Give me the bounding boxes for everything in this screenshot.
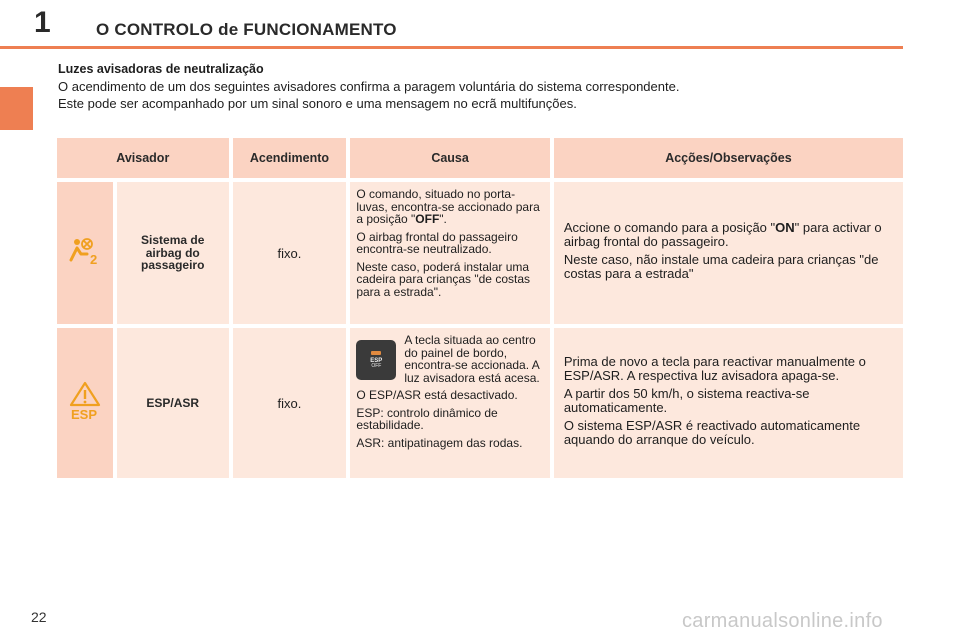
header-causa: Causa	[350, 138, 550, 178]
header-avisador: Avisador	[57, 138, 229, 178]
accoes-paragraph: O sistema ESP/ASR é reactivado automaticamente aquando do arranque do veículo.	[563, 418, 861, 447]
airbag-off-icon	[68, 236, 102, 271]
accoes-cell	[554, 328, 903, 478]
causa-paragraph: ASR: antipatinagem das rodas.	[356, 435, 523, 450]
esp-off-key-icon	[356, 340, 396, 380]
header-acendimento: Acendimento	[233, 138, 347, 178]
accoes-cell	[554, 182, 903, 324]
accoes-paragraph: A partir dos 50 km/h, o sistema reactiva-se automaticamente.	[563, 386, 810, 415]
system-name: Sistema de airbag do passageiro	[117, 182, 229, 324]
causa-paragraph: A tecla situada ao centro do painel de bordo, encontra-se accionada. A luz avisadora está acesa.	[404, 333, 540, 385]
esp-key-block	[356, 334, 544, 384]
acendimento-value: fixo.	[233, 328, 347, 478]
table-row	[57, 328, 903, 478]
causa-paragraph: O comando, situado no porta-luvas, encontra-se accionado para a posição "OFF".	[356, 187, 540, 226]
causa-paragraph: O airbag frontal do passageiro encontra-se neutralizado.	[356, 229, 518, 256]
causa-cell	[350, 182, 550, 324]
causa-paragraph: ESP: controlo dinâmico de estabilidade.	[356, 405, 498, 432]
esp-warning-icon	[68, 381, 102, 426]
causa-paragraph: O ESP/ASR está desactivado.	[356, 388, 518, 402]
watermark: carmanualsonline.info	[682, 610, 883, 632]
intro-section	[58, 61, 918, 112]
header-rule	[0, 46, 903, 49]
section-heading: Luzes avisadoras de neutralização	[58, 62, 264, 76]
chapter-title: O CONTROLO de FUNCIONAMENTO	[96, 20, 397, 39]
intro-line-2: Este pode ser acompanhado por um sinal sonoro e uma mensagem no ecrã multifunções.	[58, 96, 577, 111]
icon-cell	[57, 328, 113, 478]
page-number: 22	[31, 609, 47, 625]
on-label: ON	[775, 220, 795, 235]
svg-text:ESP: ESP	[70, 406, 97, 421]
causa-cell	[350, 328, 550, 478]
warning-lights-table	[57, 138, 903, 482]
accoes-paragraph: Neste caso, não instale uma cadeira para crianças "de costas para a estrada"	[563, 252, 879, 281]
table-row	[57, 182, 903, 324]
key-lamp	[371, 351, 381, 355]
accoes-paragraph: Accione o comando para a posição "ON" para activar o airbag frontal do passageiro.	[563, 220, 882, 249]
icon-cell	[57, 182, 113, 324]
svg-text:2: 2	[89, 251, 98, 266]
header-accoes: Acções/Observações	[554, 138, 903, 178]
accoes-paragraph: Prima de novo a tecla para reactivar manualmente o ESP/ASR. A respectiva luz avisadora apaga-se.	[563, 354, 866, 383]
acendimento-value: fixo.	[233, 182, 347, 324]
key-label-off: OFF	[371, 363, 382, 369]
chapter-number: 1	[34, 6, 51, 39]
off-label: OFF	[415, 212, 440, 226]
system-name: ESP/ASR	[117, 328, 229, 478]
table-header-row	[57, 138, 903, 178]
causa-paragraph: Neste caso, poderá instalar uma cadeira para crianças "de costas para a estrada".	[356, 259, 530, 299]
key-label-esp: ESP	[370, 358, 383, 364]
chapter-side-tab	[0, 87, 33, 130]
intro-line-1: O acendimento de um dos seguintes avisadores confirma a paragem voluntária do sistema correspondente.	[58, 79, 680, 94]
